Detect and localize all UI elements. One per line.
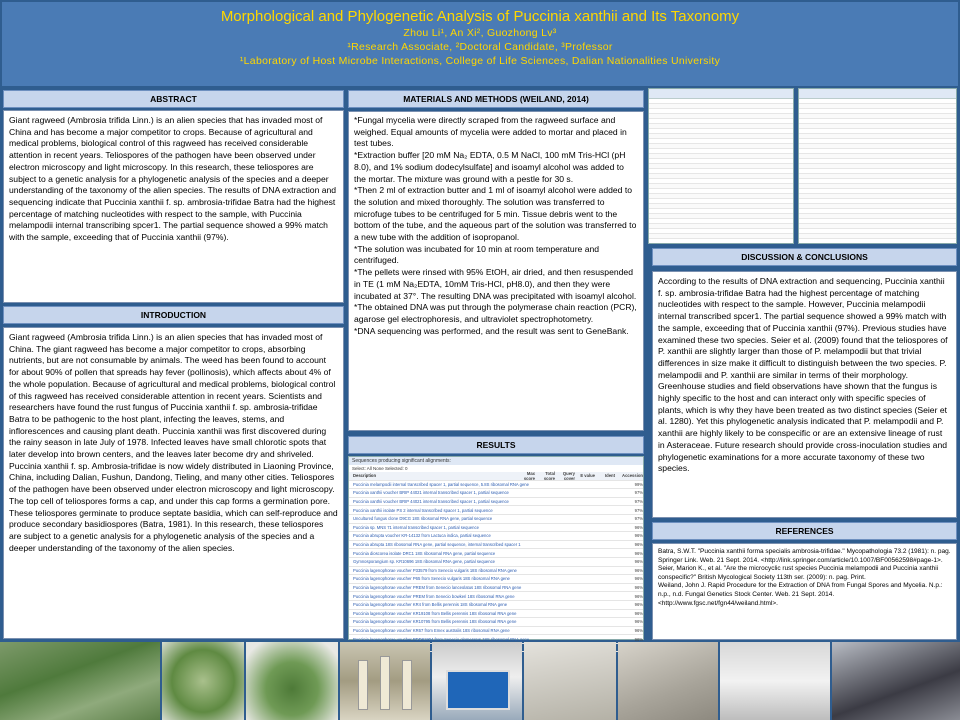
introduction-heading: INTRODUCTION (3, 306, 344, 324)
materials-item: *The pellets were rinsed with 95% EtOH, air dried, and then resuspended in TE (1 mM Na₂EDTA, 10mM Tris-HCl, pH8.0), and then they were incubated at 37°. The resulting DNA was precipitated with isoamyl alcohol. (354, 267, 637, 301)
result-row (349, 584, 643, 593)
incubator-photo (720, 642, 830, 720)
results-col-accession: Accession (622, 473, 643, 479)
result-ident: 96% (634, 593, 643, 599)
reference-item: Weiland, John J. Rapid Procedure for the Extraction of DNA from Fungal Spores and Mycelia. N.p.: n.p., n.d. Fungal Genetics Stock Center. Web. 21 Sept. 2014. <http://www.fgsc.net/fgn44/weiland.html>. (658, 582, 943, 607)
result-description[interactable]: Puccinia abrupta 18S ribosomal RNA gene, partial sequence, internal transcribed spacer 1 (353, 542, 521, 548)
ragweed-field-photo (0, 642, 160, 720)
result-ident: 96% (634, 585, 643, 591)
abstract-text: Giant ragweed (Ambrosia trifida Linn.) is an alien species that has invaded most of China and has become a major competitor to crops. Because of agricultural and medical problems, biological control of this ragweed has received considerable attention in recent years. Teliospores of the pathogen have been observed under electron microscopy and light microscopy. In this research, these teliospores are subject to a genetic analysis for a phylogenetic analysis of the species and a deeper understanding of the taxonomy of the alien species. The results of DNA extraction and sequencing indicate that Puccinia xanthii f. sp. ambrosia-trifidae Batra had the highest percentage of matching nucleotides with respect to the sample, with Puccinia melampodii internal transcribing spcer1. The partial sequence showed a 99% match with the sample, exceeding that of Puccinia xanthii (97%). (9, 115, 337, 243)
discussion-panel (652, 271, 957, 518)
result-ident: 96% (634, 636, 643, 642)
alignment-screenshot-right (798, 88, 957, 244)
materials-item: *Extraction buffer [20 mM Na₂ EDTA, 0.5 M NaCl, 100 mM Tris-HCl (pH 8.0), and 1% sodium dodecylsulfate] and isoamyl alcohol was added to the mortar. The mixture was ground with a pestle for 30 s. (354, 150, 626, 184)
vials-photo (524, 642, 616, 720)
results-col-ident: Ident (604, 473, 615, 479)
result-description[interactable]: Uncultured fungus clone D9CG 18S ribosomal RNA gene, partial sequence (353, 516, 493, 522)
results-table-header (349, 472, 643, 481)
result-ident: 96% (634, 542, 643, 548)
result-row (349, 575, 643, 584)
references-panel (652, 543, 957, 640)
results-rows (349, 481, 643, 653)
result-ident: 96% (634, 627, 643, 633)
poster-affiliation: ¹Laboratory of Host Microbe Interactions, College of Life Sciences, Dalian Nationalities University (239, 55, 721, 67)
result-row (349, 481, 643, 490)
reference-item: Seier, Marion K., et al. "Are the microcyclic rust species Puccinia melampodii and Puccinia xanthii conspecific?" British Mycological Society 113th ser. (2009): n. pag. Print. (658, 565, 939, 581)
result-row (349, 618, 643, 627)
result-ident: 96% (634, 576, 643, 582)
result-row (349, 489, 643, 498)
result-ident: 96% (634, 550, 643, 556)
introduction-panel (3, 327, 344, 639)
lab-instrument-photo (618, 642, 718, 720)
abstract-panel (3, 110, 344, 303)
result-row (349, 558, 643, 567)
alignment-screenshot-left (648, 88, 794, 244)
screenshot-line (649, 234, 793, 239)
result-row (349, 541, 643, 550)
screenshot-line (799, 234, 956, 239)
result-description[interactable]: Puccinia lagenophorae voucher PREM from Senecio bowkeri 18S ribosomal RNA gene (353, 593, 515, 599)
result-description[interactable]: Puccinia lagenophorae voucher P65 from Senecio vulgaris 18S ribosomal RNA gene (353, 576, 510, 582)
result-ident: 99% (634, 481, 643, 487)
result-description[interactable]: Puccinia abrupta voucher KR-14132 from Lactuca indica, partial sequence (353, 533, 491, 539)
result-description[interactable]: Puccinia lagenophorae voucher KR10795 from Bellis perennis 18S ribosomal RNA gene (353, 619, 517, 625)
result-description[interactable]: Puccinia dioscorea isolate DRC1 18S ribosomal RNA gene, partial sequence (353, 550, 496, 556)
results-heading: RESULTS (348, 436, 644, 454)
result-ident: 96% (634, 602, 643, 608)
leaf-photo (162, 642, 244, 720)
materials-item: *DNA sequencing was performed, and the result was sent to GeneBank. (354, 325, 629, 336)
tube-shape (402, 660, 412, 710)
result-description[interactable]: Puccinia xanthii voucher BRIP 44021 internal transcribed spacer 1, partial sequence (353, 499, 509, 505)
result-description[interactable]: Puccinia lagenophorae voucher PDD81904 from Senecio glomeratus 18S ribosomal RNA gene (353, 636, 530, 642)
result-ident: 97% (634, 499, 643, 505)
ragweed-leaves-photo (246, 642, 338, 720)
poster-header (2, 2, 958, 86)
result-row (349, 498, 643, 507)
materials-item: *The obtained DNA was put through the polymerase chain reaction (PCR), agarose gel electrophoresis, and ultraviolet spectrophotometry. (354, 302, 637, 324)
result-description[interactable]: Puccinia lagenophorae voucher P33579 from Senecio vulgaris 18S ribosomal RNA gene (353, 567, 517, 573)
result-description[interactable]: Puccinia lagenophorae voucher PREM from Senecio lanceolatus 18S ribosomal RNA gene (353, 585, 522, 591)
results-col-query-cover: Query cover (562, 470, 575, 481)
result-description[interactable]: Puccinia lagenophorae voucher KR19108 from Bellis perennis 18S ribosomal RNA gene (353, 610, 517, 616)
result-description[interactable]: Puccinia lagenophorae voucher KR4 from Bellis perennis 18S ribosomal RNA gene (353, 602, 508, 608)
result-ident: 97% (634, 507, 643, 513)
result-row (349, 524, 643, 533)
result-row (349, 506, 643, 515)
materials-item: *Then 2 ml of extraction butter and 1 ml of isoamyl alcohol were added to the solution and mixed thoroughly. The solution was transferred to microfuge tubes to be centrifuged for 5 min. Tissue debris went to the bottom of the tube, and the aqueous part of the solution was transferred to a new tube with the addition of isopropanol. (354, 185, 637, 243)
result-row (349, 610, 643, 619)
poster-authors: Zhou Li¹, An Xi², Guozhong Lv³ (403, 27, 557, 39)
materials-item: *Fungal mycelia were directly scraped from the ragweed surface and weighed. Equal amounts of mycelia were added to mortar and placed in test tubes. (354, 115, 627, 149)
centrifuge-photo (432, 642, 522, 720)
result-description[interactable]: Puccinia xanthii voucher BRIP 44021 internal transcribed spacer 1, partial sequence (353, 490, 509, 496)
computer-equipment-photo (832, 642, 960, 720)
result-row (349, 549, 643, 558)
results-table-title: Sequences producing significant alignments: (349, 457, 643, 465)
abstract-heading: ABSTRACT (3, 90, 344, 108)
materials-panel (348, 111, 644, 431)
materials-item: *The solution was incubated for 10 min at room temperature and centrifuged. (354, 243, 600, 266)
discussion-heading: DISCUSSION & CONCLUSIONS (652, 248, 957, 266)
materials-heading: MATERIALS AND METHODS (WEILAND, 2014) (348, 90, 644, 108)
screenshot-titlebar (799, 89, 956, 99)
result-description[interactable]: Gymnosporangium sp. KR10696 18S ribosomal RNA gene, partial sequence (353, 559, 495, 565)
result-description[interactable]: Puccinia lagenophorae voucher KR67 from Emex australis 18S ribosomal RNA gene (353, 627, 510, 633)
results-toolbar: Select: All None Selected: 0 (349, 465, 643, 472)
discussion-text: According to the results of DNA extraction and sequencing, Puccinia xanthii f. sp. ambrosia-trifidae Batra had the highest percentage of matching nucleotides with respect to the sample. However, Puccinia melampodii internal transcribed spcer1. The partial sequence showed a 99% match with the sample, exceeding that of Puccinia xanthii (97%). Previous studies have examined these two species. Seier et al. (2009) found that the teliospores of P. xanthii are slightly larger than those of P. melampodii but that trivial differences in size make it difficult to distinguish between the two species. P. melampodii and P. xanthii are similar in terms of their morphology. Greenhouse studies and field observations have shown that the fungus is highly specific to the host and can interact only with specific species of plants, which is why they have been treated as two distinct species (Seier et al. 1280). Yet this phylogenetic analysis indicated that P. melampodii and P. xanthii are highly likely to be conspecific or are an extensive lineage of rust in Asteraceae. Future research should provide cross-inoculation studies and phylogenetic examinations for a more accurate taxonomy of these two species. (658, 276, 948, 474)
tube-shape (358, 660, 368, 710)
result-ident: 97% (634, 516, 643, 522)
poster-roles: ¹Research Associate, ²Doctoral Candidate, ³Professor (347, 41, 613, 53)
result-row (349, 601, 643, 610)
result-row (349, 532, 643, 541)
result-ident: 96% (634, 567, 643, 573)
centrifuge-panel-shape (446, 670, 510, 710)
result-ident: 96% (634, 619, 643, 625)
result-row (349, 567, 643, 576)
result-row (349, 592, 643, 601)
result-description[interactable]: Puccinia xanthii isolate PS 2 internal transcribed spacer 1, partial sequence (353, 507, 493, 513)
results-col-max-score: Max score (523, 470, 535, 481)
results-blast-screenshot (348, 456, 644, 640)
screenshot-titlebar (649, 89, 793, 99)
result-ident: 96% (634, 524, 643, 530)
result-ident: 96% (634, 610, 643, 616)
result-description[interactable]: Puccinia melampodii internal transcribed spacer 1, partial sequence, 5.8S ribosomal RNA gene (353, 481, 529, 487)
introduction-text: Giant ragweed (Ambrosia trifida Linn.) is an alien species that has invaded most of China. The giant ragweed has become a major competitor to crops, absorbing nutrients, but are not consumable by animals. The weed has been found to account for about 90% of pollen that spreads hay fever (pollinosis), which affects about 4% of the whole population. Because of agricultural and medical problems, biological control of this ragweed has received considerable attention in recent years. Scientists and researchers have found the rust fungus of Puccinia xanthii f. sp. ambrosia-trifidae Batra to be pathogenic to the host plant, infecting the leaves, stems, and inflorescences and causing plant death. Puccinia xanthii was first discovered during the rainy season in late July of 1978. Infected leaves have small chlorotic spots that later develop into brown centers, and the leaves later become dry and shriveled. Puccinia xanthii f. sp. Ambrosia-trifidae is now widely distributed in Liaoning Province, China, including Dalian, Fushun, Dandong, Tieling, and many other cities. Teliospores of the pathogen have been observed under electron microscopy and light microscopy. The top cell of teliospores forms a cap, and under this cap forms a germination pore. These teliospores germinate to produce septate basidia, which can self-reproduce and produce secondary basidiospores (Batra, 1981). In this research, these teliospores are subject to a genetic analysis for a phylogenetic analysis of the species and a deeper understanding of the taxonomy of the alien species. (9, 332, 338, 553)
result-ident: 96% (634, 559, 643, 565)
reference-item: Batra, S.W.T. "Puccinia xanthii forma specialis ambrosia-trifidae." Mycopathologia 73.2 (1981): n. pag. Springer Link. Web. 21 Sept. 2014. <http://link.springer.com/article/10.1007/BF00562598#page-1>. (658, 548, 951, 564)
results-col-total-score: Total score (543, 470, 555, 481)
test-tubes-photo (340, 642, 430, 720)
tube-shape (380, 656, 390, 710)
results-col-description: Description (353, 473, 377, 479)
references-heading: REFERENCES (652, 522, 957, 540)
results-col-e-value: E value (580, 473, 595, 479)
poster-title: Morphological and Phylogenetic Analysis of Puccinia xanthii and Its Taxonomy (220, 8, 740, 25)
result-row (349, 515, 643, 524)
result-row (349, 627, 643, 636)
result-ident: 97% (634, 490, 643, 496)
result-ident: 96% (634, 533, 643, 539)
result-description[interactable]: Puccinia sp. MNS 71 internal transcribed spacer 1, partial sequence (353, 524, 479, 530)
